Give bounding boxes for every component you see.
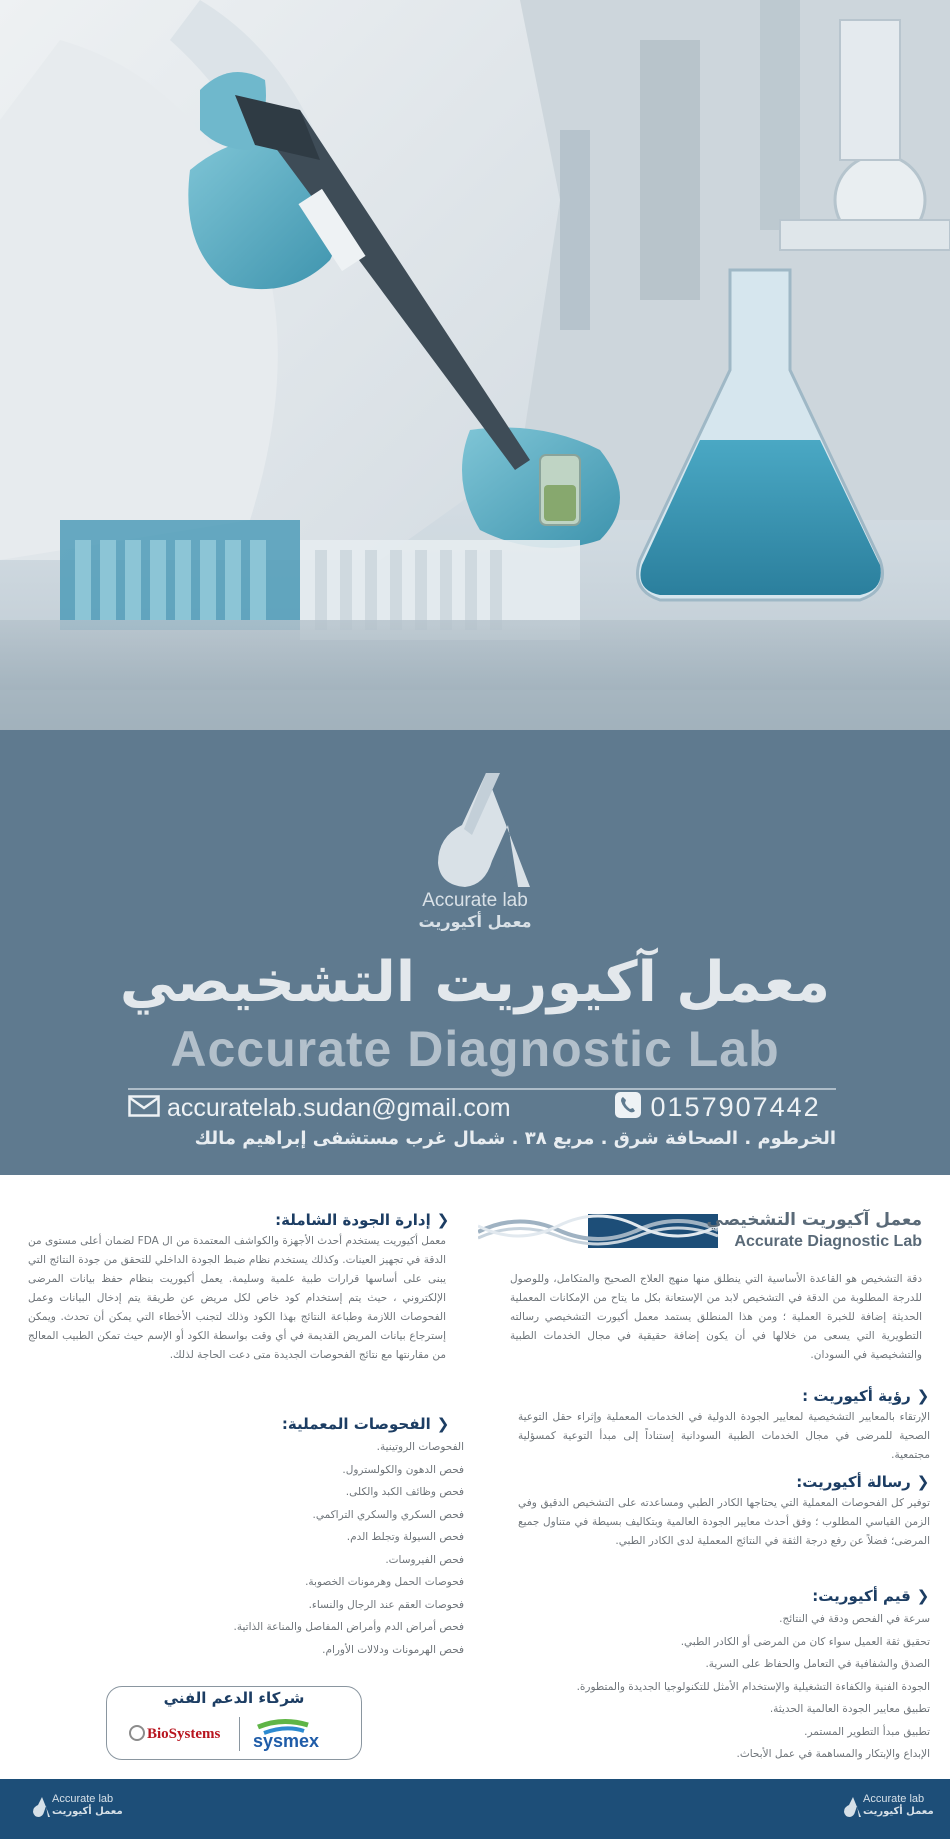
- quality-text: معمل أكيوريت يستخدم أحدث الأجهزة والكواشف المعتمدة من ال FDA لضمان أعلى مستوى من الدقة في تجهيز العينات. وكذلك يستخدم نظام ضبط الجودة الداخلي للتحقق من جودة النتائج التي يبنى على أساسها قرارات طبية علمية وسليمة. يعمل أكيوريت بنظام حفظ بيانات المرضى الإلكتروني ، حيث يتم إستخدام كود خاص لكل مريض عن طريقة يتم إدخال البيانات وعمل الفحوصات اللازمة وطباعة النتائج بهذا الكود وذلك لتجنب الأخطاء التي يمكن أن تحدث. ويمكن إسترجاع بيانات المريض القديمة في أي وقت بواسطة الكود أو الإسم حيث تمكن الطبيب المعالج من مقارنتها مع نتائج الفحوصات الجديدة متى دعت الحاجة لذلك.: [28, 1235, 446, 1361]
- list-item: فحص الدهون والكولسترول.: [342, 1463, 464, 1476]
- cover-band: [0, 730, 950, 1175]
- mission-section: [510, 1470, 930, 1551]
- logo-text-ar: معمل أكيوريت: [418, 912, 532, 931]
- mission-text: توفير كل الفحوصات المعملية التي يحتاجها الكادر الطبي ومساعدته على التشخيص الدقيق وفي الزمن القياسي المطلوب ؛ وفق أحدث معايير الجودة العالمية وبتكاليف بسيطة في متناول جميع المرضى؛ فضلاً عن رفع درجة الثقة في النتائج المعملية لدى الكادر الطبي.: [518, 1497, 930, 1547]
- lab-title-arabic: معمل آكيوريت التشخيصي: [119, 950, 831, 1015]
- list-item: فحص الفيروسات.: [385, 1553, 464, 1566]
- list-item: تطبيق مبدأ التطوير المستمر.: [804, 1725, 930, 1738]
- chevron-left-icon: ❮: [916, 1587, 930, 1605]
- footer-logo-right: Accurate lab معمل أكيوريت: [841, 1793, 936, 1825]
- envelope-icon: [128, 1095, 160, 1124]
- biosystems-logo: BioSystems: [129, 1725, 220, 1743]
- brand-name-arabic: معمل آكيوريت التشخيصي: [706, 1210, 922, 1230]
- list-item: الفحوصات الروتينية.: [376, 1441, 464, 1453]
- logo-text-en: Accurate lab: [422, 890, 528, 911]
- wave-decoration: [478, 1212, 718, 1252]
- chevron-left-icon: ❮: [436, 1211, 450, 1229]
- phone-icon: [615, 1092, 641, 1125]
- chevron-left-icon: ❮: [916, 1473, 930, 1491]
- list-item: فحص السيولة وتجلط الدم.: [346, 1531, 464, 1543]
- accurate-lab-logo-icon: [841, 1796, 861, 1818]
- divider-line: [128, 1088, 836, 1090]
- list-item: تحقيق ثقة العميل سواء كان من المرضى أو الكادر الطبي.: [680, 1635, 930, 1648]
- accurate-lab-logo: [0, 765, 950, 899]
- sysmex-logo: sysmex: [253, 1731, 320, 1751]
- list-item: فحص السكري والسكري التراكمي.: [312, 1508, 464, 1521]
- list-item: فحص أمراض الدم وأمراض المفاصل والمناعة الذاتية.: [233, 1621, 464, 1633]
- email-text: accuratelab.sudan@gmail.com: [166, 1094, 511, 1122]
- intro-paragraph: دقة التشخيص هو القاعدة الأساسية التي ينطلق منها منهج العلاج الصحيح والمتكامل، وللوصول للدرجة المطلوبة من الدقة في التشخيص لابد من الإستعانة بكل ما يتاح من الإمكانات المعملية الحديثة إضافة للخبرة العملية ؛ ومن هذا المنطلق يستمد معمل أكيورت التشخيصي رسالته التطويرية التي يسعى من خلالها في أن يكون إضافة حقيقية في مجال الخدمات الطبية والتشخيصية في السودان.: [510, 1273, 922, 1361]
- partners-divider: [239, 1717, 240, 1751]
- partners-box: [106, 1686, 362, 1760]
- address-line: الخرطوم . الصحافة شرق . مربع ٣٨ . شمال غرب مستشفى إبراهيم مالك: [194, 1128, 836, 1149]
- tests-heading: ❮ الفحوصات المعملية:: [20, 1412, 450, 1436]
- footer-bar: [0, 1779, 950, 1839]
- phone-text: 0157907442: [650, 1092, 821, 1122]
- chevron-left-icon: ❮: [916, 1387, 930, 1405]
- list-item: فحص الهرمونات ودلالات الأورام.: [322, 1643, 464, 1656]
- phone-contact[interactable]: [615, 1092, 821, 1125]
- quality-heading: ❮ إدارة الجودة الشاملة:: [20, 1208, 450, 1232]
- partners-title: شركاء الدعم الفني: [163, 1689, 305, 1707]
- footer-logo-left: Accurate lab معمل أكيوريت: [30, 1793, 125, 1825]
- vision-section: [510, 1384, 930, 1465]
- vision-heading: ❮ رؤية أكيوريت :: [510, 1384, 930, 1408]
- list-item: سرعة في الفحص ودقة في النتائج.: [779, 1613, 930, 1625]
- list-item: فحص وظائف الكبد والكلى.: [345, 1486, 464, 1498]
- email-contact[interactable]: [128, 1094, 511, 1124]
- brand-header: [478, 1210, 922, 1254]
- quality-section: [20, 1208, 450, 1365]
- lab-title-english: Accurate Diagnostic Lab: [170, 1021, 780, 1077]
- list-item: الجودة الفنية والكفاءة التشغيلية والإستخدام الأمثل للتكنولوجيا الجديدة والمتطورة.: [576, 1680, 930, 1693]
- hero-lab-photo: [0, 0, 950, 730]
- vision-text: الإرتقاء بالمعايير التشخيصية لمعايير الجودة الدولية في الخدمات المعملية وإثراء حقل التوعية الصحية للمرضى في مجال الخدمات الطبية السودانية إستناداً إلى مبدأ التوعية كمسؤلية مجتمعية.: [518, 1411, 930, 1461]
- list-item: فحوصات الحمل وهرمونات الخصوبة.: [305, 1576, 464, 1588]
- values-section: [510, 1584, 930, 1766]
- list-item: الإبداع والإبتكار والمساهمة في عمل الأبحاث.: [736, 1748, 930, 1760]
- values-heading: ❮ قيم أكيوريت:: [510, 1584, 930, 1608]
- list-item: تطبيق معايير الجودة العالمية الحديثة.: [769, 1703, 930, 1715]
- accurate-lab-logo-icon: [30, 1796, 50, 1818]
- tests-section: [20, 1412, 464, 1661]
- intro-section: [510, 1270, 922, 1365]
- list-item: فحوصات العقم عند الرجال والنساء.: [308, 1598, 464, 1611]
- list-item: الصدق والشفافية في التعامل والحفاظ على السرية.: [705, 1658, 930, 1670]
- biosystems-mark-icon: [129, 1725, 145, 1741]
- chevron-left-icon: ❮: [436, 1415, 450, 1433]
- brand-name-english: Accurate Diagnostic Lab: [734, 1233, 922, 1250]
- mission-heading: ❮ رسالة أكيوريت:: [510, 1470, 930, 1494]
